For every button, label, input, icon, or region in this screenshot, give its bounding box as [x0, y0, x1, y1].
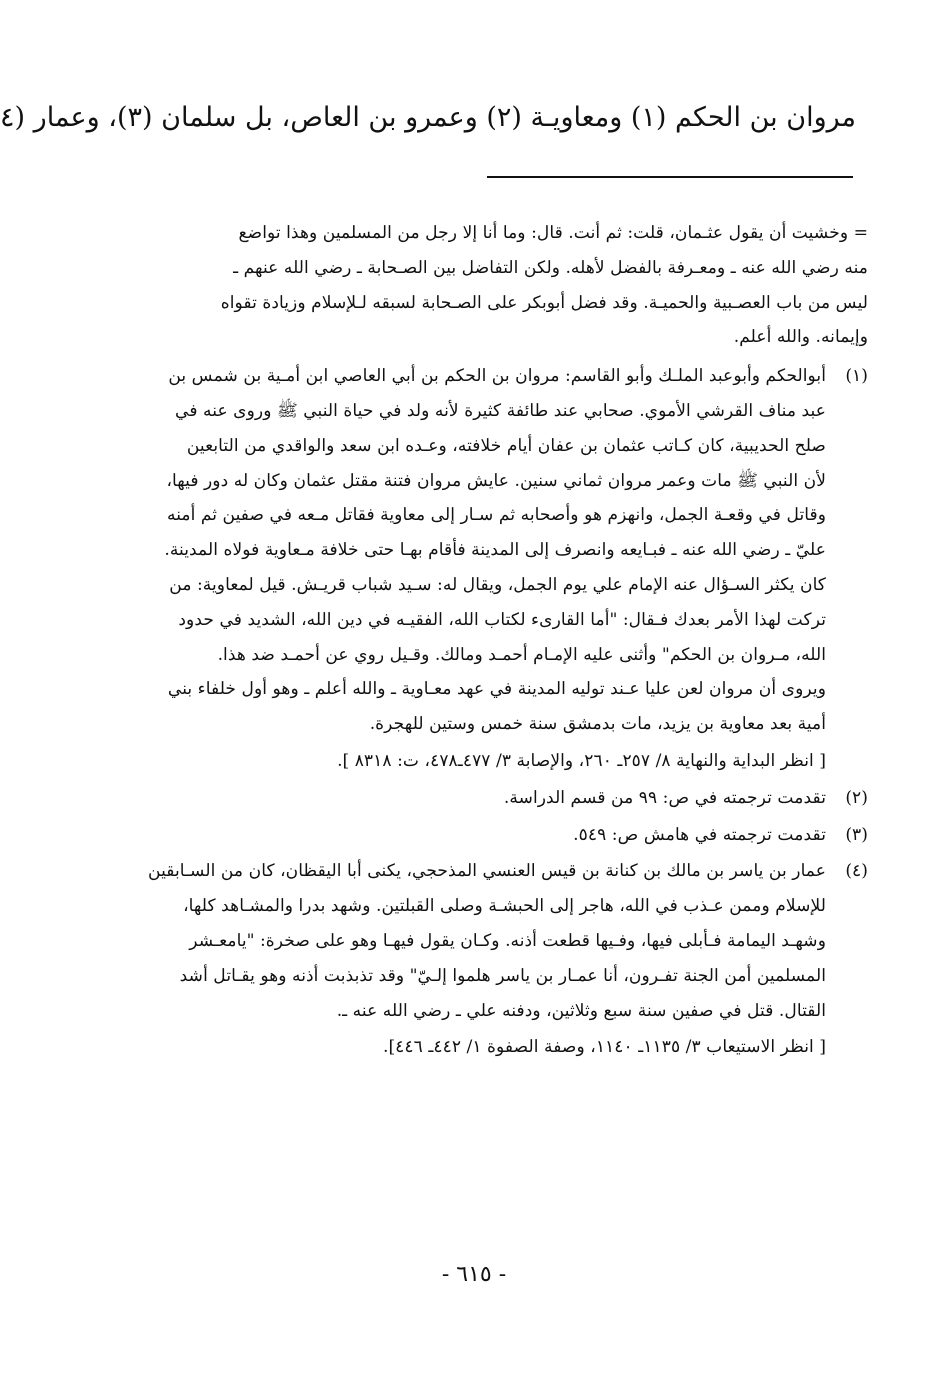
- footnote-line: ليس من باب العصـبية والحميـة. وقد فضل أبوبكر على الصـحابة لسبقه لـلإسلام وزيادة تقواه: [220, 292, 868, 313]
- footnote-line: عمار بن ياسر بن مالك بن كنانة بن قيس العنسي المذحجي، يكنى أبا اليقظان، كان من السـابقين: [148, 861, 826, 882]
- footnote-line: عليّ ـ رضي الله عنه ـ فبـايعه وانصرف إلى المدينة فأقام بهـا حتى خلافة مـعاوية فولاه المدينة.: [164, 540, 826, 561]
- footnote-number: (١): [845, 366, 868, 387]
- footnote-line: وقاتل في وقعـة الجمل، وانهزم هو وأصحابه ثم سـار إلى معاوية فقاتل مـعه في صفين ثم أمنه: [167, 505, 826, 526]
- footnote-line: تركت لهذا الأمر بعدك فـقال: "أما القارىء لكتاب الله، الفقيـه في دين الله، الشديد في حدود: [178, 609, 826, 630]
- footnote-1: [112, 359, 868, 779]
- main-text-line: مروان بن الحكم (١) ومعاويـة (٢) وعمرو بن العاص، بل سلمان (٣)، وعمار (٤: [0, 102, 856, 133]
- footnote-line: وشهـد اليمامة فـأبلى فيها، وفـيها قطعت أذنه. وكـان يقول فيهـا وهو على صخرة: "يامعـشر: [189, 930, 826, 951]
- footnote-line: أمية بعد معاوية بن يزيد، مات بدمشق سنة خمس وستين للهجرة.: [369, 714, 826, 735]
- footnote-continuation: [112, 216, 868, 355]
- footnote-line: القتال. قتل في صفين سنة سبع وثلاثين، ودفنه علي ـ رضي الله عنه ـ.: [336, 1000, 826, 1021]
- footnote-2: [112, 781, 868, 816]
- footnote-reference: [ انظر الاستيعاب ٣/ ١١٣٥ـ ١١٤٠، وصفة الصفوة ١/ ٤٤٢ـ ٤٤٦].: [382, 1037, 826, 1058]
- footnote-3: [112, 818, 868, 853]
- footnote-line: المسلمين أمن الجنة تفـرون، أنا عمـار بن ياسر هلموا إلـيّ" وقد تذبذبت أذنه وهو يقـاتل أشد: [179, 965, 826, 986]
- footnotes-area: [112, 216, 868, 1065]
- footnote-line: تقدمت ترجمته في هامش ص: ٥٤٩.: [573, 824, 826, 845]
- footnote-line: لأن النبي ﷺ مات وعمر مروان ثماني سنين. عايش مروان فتنة مقتل عثمان وكان له دور فيها،: [166, 470, 826, 491]
- page-number: - ٦١٥ -: [441, 1262, 507, 1287]
- footnote-line: وإيمانه. والله أعلم.: [733, 327, 868, 348]
- footnote-line: = وخشيت أن يقول عثـمان، قلت: ثم أنت. قال: وما أنا إلا رجل من المسلمين وهذا تواضع: [238, 223, 868, 243]
- footnote-reference: [ انظر البداية والنهاية ٨/ ٢٥٧ـ ٢٦٠، والإصابة ٣/ ٤٧٧ـ٤٧٨، ت: ٨٣١٨ ].: [337, 750, 826, 771]
- footnote-line: للإسلام وممن عـذب في الله، هاجر إلى الحبشـة وصلى القبلتين. وشهد بدرا والمشـاهد كلها،: [183, 896, 826, 917]
- footnote-line: كان يكثر السـؤال عنه الإمام علي يوم الجمل، ويقال له: سـيد شباب قريـش. قيل لمعاوية: من: [169, 574, 826, 595]
- footnote-line: منه رضي الله عنه ـ ومعـرفة بالفضل لأهله. ولكن التفاضل بين الصـحابة ـ رضي الله عنهم ـ: [233, 257, 868, 278]
- footnote-separator: [487, 176, 853, 178]
- footnote-line: ويروى أن مروان لعن عليا عـند توليه المدينة في عهد معـاوية ـ والله أعلم ـ وهو أول خلفاء بني: [167, 679, 826, 700]
- footnote-number: (٣): [845, 824, 868, 845]
- footnote-line: عبد مناف القرشي الأموي. صحابي عند طائفة كثيرة لأنه ولد في حياة النبي ﷺ وروى عنه في: [175, 400, 826, 421]
- footnote-line: صلح الحديبية، كان كـاتب عثمان بن عفان أيام خلافته، وعـده ابن سعد والواقدي من التابعين: [186, 435, 826, 456]
- footnote-4: [112, 854, 868, 1065]
- footnote-number: (٢): [845, 787, 868, 808]
- footnote-line: الله، مـروان بن الحكم" وأثنى عليه الإمـام أحمـد ومالك. وقـيل روي عن أحمـد ضد هذا.: [217, 644, 826, 665]
- footnote-line: تقدمت ترجمته في ص: ٩٩ من قسم الدراسة.: [503, 787, 826, 808]
- footnote-number: (٤): [845, 861, 868, 882]
- footnote-line: أبوالحكم وأبوعبد الملـك وأبو القاسم: مروان بن الحكم بن أبي العاصي ابن أمـية بن شمس بن: [168, 366, 826, 387]
